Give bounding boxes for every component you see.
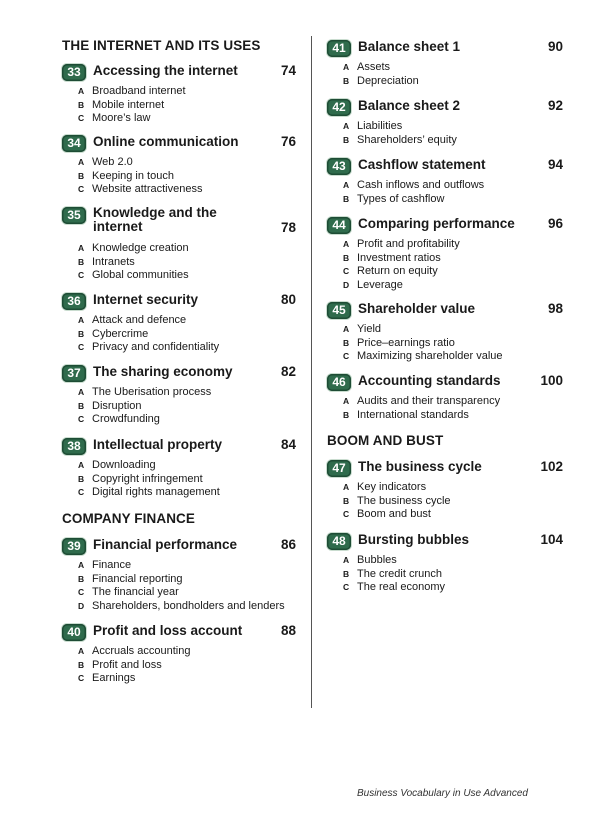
unit-header [62, 64, 296, 82]
unit-5 [327, 374, 563, 422]
unit-header [327, 40, 563, 58]
subtopic-text: International standards [357, 408, 469, 421]
subtopic-item [62, 600, 296, 614]
unit-5 [62, 438, 296, 500]
unit-4 [62, 365, 296, 427]
subtopic-item [327, 120, 563, 134]
subtopic-item [62, 559, 296, 573]
unit-title: The sharing economy [93, 364, 233, 379]
book-title-footer: Business Vocabulary in Use Advanced [356, 788, 528, 799]
subtopic-list [62, 242, 296, 283]
subtopic-item [62, 486, 296, 500]
unit-header [327, 158, 563, 176]
unit-header [327, 533, 563, 551]
unit-number-badge: 39 [62, 538, 86, 555]
subtopic-letter: C [343, 351, 350, 361]
subtopic-list [62, 156, 296, 197]
unit-title: Balance sheet 1 [358, 39, 461, 54]
subtopic-text: Downloading [92, 459, 156, 471]
subtopic-item [62, 85, 296, 99]
subtopic-letter: B [343, 409, 350, 420]
subtopic-letter: A [78, 646, 85, 656]
subtopic-item [62, 170, 296, 184]
subtopic-text: Copyright infringement [92, 472, 203, 485]
unit-title: Bursting bubbles [358, 532, 469, 547]
unit-6 [62, 538, 296, 613]
subtopic-text: Depreciation [357, 74, 419, 87]
subtopic-item [62, 473, 296, 487]
subtopic-text: Digital rights management [92, 486, 220, 498]
subtopic-letter: C [78, 184, 85, 194]
subtopic-text: Key indicators [357, 481, 427, 493]
subtopic-item [62, 242, 296, 256]
unit-number-badge: 43 [327, 158, 351, 175]
subtopic-letter: A [78, 387, 85, 397]
subtopic-letter: A [78, 157, 85, 167]
subtopic-letter: B [78, 170, 85, 181]
unit-number-badge: 45 [327, 302, 351, 319]
subtopic-item [327, 61, 563, 75]
subtopic-list [327, 395, 563, 422]
unit-page-number: 86 [280, 537, 296, 552]
subtopic-item [62, 99, 296, 113]
subtopic-list [62, 559, 296, 613]
unit-page-number: 80 [280, 292, 296, 307]
unit-number-badge: 41 [327, 40, 351, 57]
unit-1 [327, 99, 563, 147]
subtopic-text: The real economy [357, 581, 446, 593]
unit-page-number: 78 [280, 220, 296, 235]
unit-number-badge: 42 [327, 99, 351, 116]
subtopic-text: Mobile internet [92, 98, 165, 111]
unit-title: Intellectual property [93, 437, 223, 452]
subtopic-item [327, 554, 563, 568]
subtopic-item [327, 134, 563, 148]
unit-header [62, 365, 296, 383]
subtopic-letter: D [343, 279, 350, 290]
unit-header [327, 99, 563, 117]
unit-title: Shareholder value [358, 301, 476, 316]
subtopic-list [62, 459, 296, 500]
subtopic-item [62, 269, 296, 283]
section-heading-company-finance: COMPANY FINANCE [62, 511, 196, 526]
unit-number-badge: 36 [62, 293, 86, 310]
unit-header [62, 438, 296, 456]
unit-page-number: 98 [547, 301, 563, 316]
subtopic-text: Financial reporting [92, 572, 183, 585]
unit-number-badge: 44 [327, 217, 351, 234]
unit-title: Cashflow statement [358, 157, 486, 172]
subtopic-letter: A [343, 180, 350, 190]
unit-header [327, 460, 563, 478]
subtopic-text: Accruals accounting [92, 645, 191, 657]
unit-0 [62, 64, 296, 126]
subtopic-text: Bubbles [357, 554, 397, 566]
subtopic-text: Audits and their transparency [357, 395, 501, 407]
subtopic-text: Shareholders, bondholders and lenders [92, 599, 285, 612]
unit-title: Accessing the internet [93, 63, 238, 78]
unit-number-badge: 34 [62, 135, 86, 152]
subtopic-item [327, 337, 563, 351]
unit-page-number: 102 [540, 459, 563, 474]
subtopic-letter: C [78, 270, 85, 280]
subtopic-letter: B [78, 473, 85, 484]
subtopic-letter: B [78, 99, 85, 110]
subtopic-letter: B [78, 328, 85, 339]
subtopic-item [327, 395, 563, 409]
subtopic-letter: A [343, 555, 350, 565]
unit-header [62, 207, 296, 239]
subtopic-text: Intranets [92, 255, 135, 268]
unit-header [62, 538, 296, 556]
subtopic-text: Leverage [357, 278, 403, 291]
subtopic-item [327, 193, 563, 207]
subtopic-letter: B [343, 252, 350, 263]
subtopic-item [327, 179, 563, 193]
subtopic-list [62, 386, 296, 427]
unit-number-badge: 46 [327, 374, 351, 391]
subtopic-text: Earnings [92, 672, 136, 684]
subtopic-list [327, 120, 563, 147]
subtopic-letter: B [78, 256, 85, 267]
unit-3 [62, 293, 296, 355]
unit-page-number: 94 [547, 157, 563, 172]
subtopic-text: Profit and loss [92, 658, 162, 671]
unit-title: Financial performance [93, 537, 238, 552]
subtopic-letter: C [78, 587, 85, 597]
subtopic-item [327, 508, 563, 522]
subtopic-list [62, 645, 296, 686]
unit-page-number: 96 [547, 216, 563, 231]
unit-2 [62, 207, 296, 283]
unit-number-badge: 47 [327, 460, 351, 477]
unit-page-number: 84 [280, 437, 296, 452]
subtopic-item [327, 252, 563, 266]
subtopic-text: Price–earnings ratio [357, 336, 455, 349]
subtopic-text: Types of cashflow [357, 192, 445, 205]
subtopic-letter: B [78, 573, 85, 584]
subtopic-text: Investment ratios [357, 251, 441, 264]
subtopic-item [62, 645, 296, 659]
subtopic-letter: C [78, 673, 85, 683]
subtopic-text: Web 2.0 [92, 156, 133, 168]
subtopic-item [62, 573, 296, 587]
unit-header [62, 624, 296, 642]
subtopic-letter: A [343, 121, 350, 131]
subtopic-text: The financial year [92, 586, 179, 598]
subtopic-letter: A [78, 560, 85, 570]
subtopic-item [62, 112, 296, 126]
subtopic-item [62, 586, 296, 600]
subtopic-letter: A [343, 482, 350, 492]
unit-title: The business cycle [358, 459, 482, 474]
section-heading-boom-and-bust: BOOM AND BUST [327, 433, 444, 448]
subtopic-text: Disruption [92, 399, 142, 412]
subtopic-list [62, 314, 296, 355]
subtopic-letter: B [78, 659, 85, 670]
subtopic-text: Moore’s law [92, 112, 151, 124]
unit-4 [327, 302, 563, 364]
unit-number-badge: 33 [62, 64, 86, 81]
unit-title: Online communication [93, 134, 239, 149]
subtopic-text: Website attractiveness [92, 183, 203, 195]
subtopic-text: Keeping in touch [92, 169, 174, 182]
subtopic-letter: C [78, 487, 85, 497]
subtopic-text: Boom and bust [357, 508, 431, 520]
subtopic-item [327, 279, 563, 293]
subtopic-text: Broadband internet [92, 85, 186, 97]
unit-title: Comparing performance [358, 216, 515, 231]
unit-7 [62, 624, 296, 686]
column-divider [311, 36, 312, 708]
subtopic-item [62, 183, 296, 197]
subtopic-text: Crowdfunding [92, 413, 160, 425]
section-heading-internet: THE INTERNET AND ITS USES [62, 38, 261, 53]
unit-header [327, 374, 563, 392]
subtopic-letter: C [343, 509, 350, 519]
subtopic-text: The Uberisation process [92, 386, 212, 398]
subtopic-text: Yield [357, 323, 382, 335]
unit-header [327, 302, 563, 320]
unit-number-badge: 48 [327, 533, 351, 550]
subtopic-letter: A [343, 62, 350, 72]
unit-2 [327, 158, 563, 206]
subtopic-list [327, 554, 563, 595]
unit-title: Internet security [93, 292, 199, 307]
subtopic-item [62, 400, 296, 414]
unit-page-number: 100 [540, 373, 563, 388]
subtopic-text: Cash inflows and outflows [357, 179, 485, 191]
unit-number-badge: 38 [62, 438, 86, 455]
subtopic-list [327, 323, 563, 364]
subtopic-item [327, 323, 563, 337]
subtopic-text: Attack and defence [92, 314, 187, 326]
unit-page-number: 74 [280, 63, 296, 78]
subtopic-letter: B [343, 337, 350, 348]
subtopic-item [62, 459, 296, 473]
subtopic-letter: B [343, 495, 350, 506]
unit-0 [327, 40, 563, 88]
unit-title: Balance sheet 2 [358, 98, 461, 113]
unit-number-badge: 35 [62, 207, 86, 224]
unit-header [327, 217, 563, 235]
unit-title: Knowledge and the internet [93, 205, 217, 234]
unit-header [62, 293, 296, 311]
subtopic-item [62, 672, 296, 686]
subtopic-item [62, 156, 296, 170]
subtopic-item [62, 256, 296, 270]
unit-3 [327, 217, 563, 292]
subtopic-item [327, 481, 563, 495]
unit-1 [62, 135, 296, 197]
unit-page-number: 92 [547, 98, 563, 113]
subtopic-letter: A [78, 86, 85, 96]
subtopic-letter: C [343, 582, 350, 592]
subtopic-item [62, 386, 296, 400]
unit-header [62, 135, 296, 153]
subtopic-item [327, 581, 563, 595]
unit-page-number: 76 [280, 134, 296, 149]
subtopic-text: Return on equity [357, 265, 438, 277]
unit-page-number: 82 [280, 364, 296, 379]
subtopic-list [327, 238, 563, 292]
subtopic-item [327, 75, 563, 89]
subtopic-item [62, 413, 296, 427]
subtopic-item [327, 495, 563, 509]
subtopic-text: Assets [357, 61, 391, 73]
subtopic-letter: A [343, 239, 350, 249]
subtopic-letter: C [78, 113, 85, 123]
subtopic-list [62, 85, 296, 126]
subtopic-text: Global communities [92, 269, 189, 281]
unit-7 [327, 533, 563, 595]
subtopic-letter: A [78, 315, 85, 325]
subtopic-item [62, 659, 296, 673]
subtopic-item [62, 328, 296, 342]
unit-number-badge: 40 [62, 624, 86, 641]
unit-page-number: 104 [540, 532, 563, 547]
subtopic-item [327, 350, 563, 364]
subtopic-text: Cybercrime [92, 327, 149, 340]
subtopic-list [327, 61, 563, 88]
subtopic-item [62, 341, 296, 355]
subtopic-text: Liabilities [357, 120, 403, 132]
unit-page-number: 90 [547, 39, 563, 54]
subtopic-letter: C [343, 266, 350, 276]
subtopic-letter: A [78, 243, 85, 253]
subtopic-item [327, 568, 563, 582]
subtopic-letter: D [78, 600, 85, 611]
subtopic-list [327, 481, 563, 522]
subtopic-letter: B [343, 568, 350, 579]
subtopic-letter: C [78, 342, 85, 352]
subtopic-item [327, 409, 563, 423]
subtopic-item [327, 238, 563, 252]
subtopic-letter: A [343, 396, 350, 406]
subtopic-letter: C [78, 414, 85, 424]
subtopic-text: Maximizing shareholder value [357, 350, 503, 362]
subtopic-item [327, 265, 563, 279]
subtopic-text: The business cycle [357, 494, 451, 507]
subtopic-letter: B [343, 193, 350, 204]
unit-page-number: 88 [280, 623, 296, 638]
subtopic-text: Privacy and confidentiality [92, 341, 220, 353]
subtopic-text: Finance [92, 559, 132, 571]
subtopic-letter: B [78, 400, 85, 411]
subtopic-list [327, 179, 563, 206]
unit-6 [327, 460, 563, 522]
unit-title: Accounting standards [358, 373, 501, 388]
subtopic-letter: A [78, 460, 85, 470]
subtopic-text: Shareholders’ equity [357, 133, 457, 146]
subtopic-text: Profit and profitability [357, 238, 460, 250]
subtopic-text: Knowledge creation [92, 242, 189, 254]
unit-number-badge: 37 [62, 365, 86, 382]
subtopic-item [62, 314, 296, 328]
subtopic-letter: B [343, 134, 350, 145]
subtopic-letter: A [343, 324, 350, 334]
subtopic-letter: B [343, 75, 350, 86]
subtopic-text: The credit crunch [357, 567, 442, 580]
unit-title: Profit and loss account [93, 623, 243, 638]
